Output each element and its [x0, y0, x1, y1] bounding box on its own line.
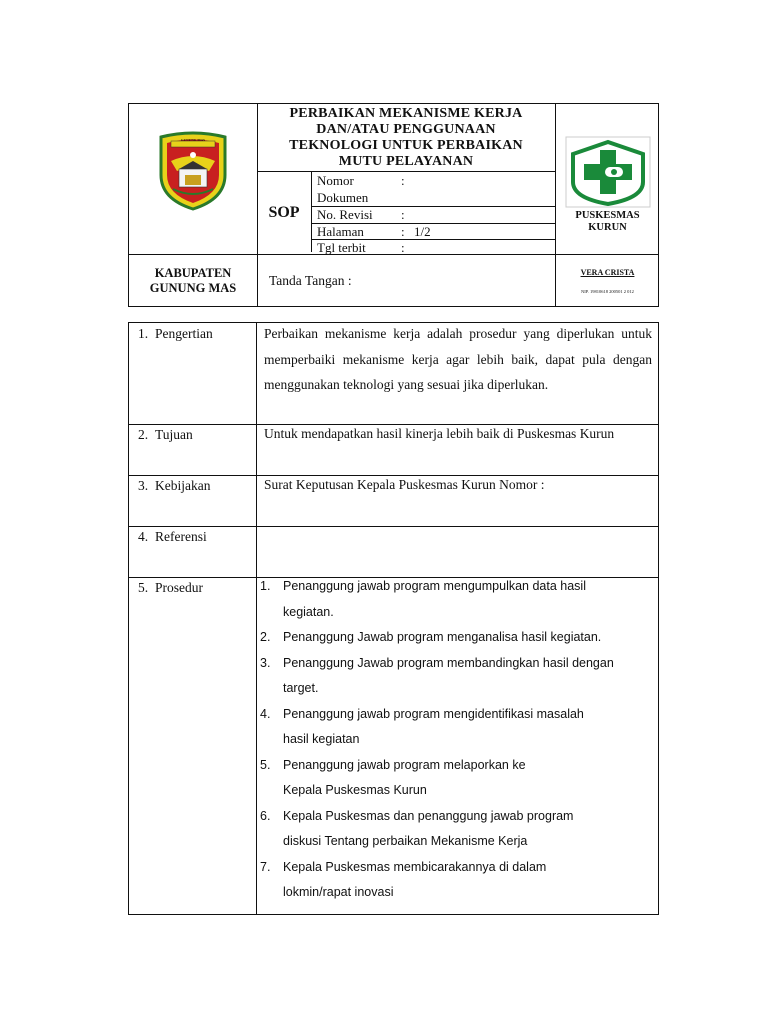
- kabupaten-name: [129, 254, 257, 308]
- section-title: Prosedur: [155, 580, 203, 595]
- procedure-step: [260, 804, 652, 855]
- title-line: DAN/ATAU PENGGUNAAN: [316, 122, 496, 137]
- meta-colon: :: [401, 240, 405, 255]
- meta-label: Halaman: [317, 224, 364, 239]
- puskesmas-cross-icon: [565, 136, 651, 208]
- step-line: Penanggung Jawab program menganalisa hasil kegiatan.: [283, 630, 602, 644]
- signature-label: Tanda Tangan :: [269, 273, 352, 288]
- divider: [256, 322, 262, 329]
- meta-colon: :: [401, 173, 405, 188]
- step-number: 6.: [260, 808, 271, 823]
- kabupaten-gunung-mas-logo: [157, 131, 229, 216]
- procedure-step: [260, 702, 652, 753]
- logo-left-caption: GUNUNG MAS: [180, 138, 206, 142]
- sop-content-table: [128, 322, 659, 915]
- step-line: target.: [283, 681, 319, 695]
- step-line: Penanggung jawab program mengidentifikasi masalah: [283, 706, 584, 721]
- procedure-step: [260, 625, 652, 651]
- section-label-tujuan: [138, 426, 193, 444]
- section-number: 3.: [138, 478, 149, 493]
- meta-label: No. Revisi: [317, 207, 373, 222]
- procedure-step: [260, 855, 652, 906]
- step-line: diskusi Tentang perbaikan Mekanisme Kerja: [283, 834, 528, 848]
- procedure-list: [260, 574, 652, 906]
- procedure-step: [260, 574, 652, 625]
- title-line: MUTU PELAYANAN: [338, 154, 474, 169]
- step-number: 2.: [260, 630, 271, 644]
- section-label-kebijakan: [138, 477, 210, 495]
- step-line: Kepala Puskesmas dan penanggung jawab program: [283, 808, 574, 823]
- signatory-name: VERA CRISTA: [580, 268, 635, 277]
- section-number: 2.: [138, 427, 149, 442]
- step-line: Penanggung jawab program melaporkan ke: [283, 757, 526, 772]
- meta-label: Tgl terbit: [317, 240, 366, 255]
- section-number: 1.: [138, 326, 149, 341]
- meta-halaman: [317, 224, 553, 240]
- puskesmas-block: [555, 104, 660, 254]
- org-line: KABUPATEN: [154, 266, 232, 280]
- org-line: PUSKESMAS: [575, 210, 640, 221]
- step-line: Kepala Puskesmas Kurun: [283, 783, 427, 797]
- shield-emblem-icon: [157, 131, 229, 211]
- section-number: 4.: [138, 529, 149, 544]
- puskesmas-logo: [565, 136, 651, 213]
- procedure-step: [260, 651, 652, 702]
- step-number: 4.: [260, 706, 271, 721]
- step-number: 5.: [260, 757, 271, 772]
- meta-nomor-dokumen: [317, 173, 553, 207]
- meta-value: 1/2: [414, 224, 431, 239]
- meta-colon: :: [401, 207, 405, 222]
- sop-header-table: [128, 103, 659, 307]
- step-number: 7.: [260, 859, 271, 874]
- document-title: [257, 104, 555, 172]
- divider: [129, 526, 658, 527]
- meta-no-revisi: [317, 207, 553, 223]
- puskesmas-name: [555, 210, 660, 234]
- meta-label: Nomor: [317, 173, 354, 188]
- step-line: kegiatan.: [283, 604, 334, 619]
- step-line: Kepala Puskesmas membicarakannya di dalam: [283, 859, 547, 874]
- section-title: Tujuan: [155, 427, 193, 442]
- divider: [256, 323, 257, 914]
- step-number: 3.: [260, 655, 271, 670]
- org-line: GUNUNG MAS: [149, 281, 237, 295]
- signatory-nip: NIP. 19810618 200501 2 012: [581, 289, 634, 294]
- procedure-step: [260, 753, 652, 804]
- meta-label: Dokumen: [317, 190, 369, 205]
- title-line: TEKNOLOGI UNTUK PERBAIKAN: [289, 138, 523, 153]
- meta-colon: :: [401, 224, 405, 239]
- section-title: Pengertian: [155, 326, 213, 341]
- section-text-tujuan: Untuk mendapatkan hasil kinerja lebih baik di Puskesmas Kurun: [264, 426, 615, 441]
- step-number: 1.: [260, 579, 271, 593]
- sop-label: SOP: [268, 204, 300, 221]
- section-number: 5.: [138, 580, 149, 595]
- title-line: PERBAIKAN MEKANISME KERJA: [289, 106, 523, 121]
- section-title: Referensi: [155, 529, 207, 544]
- section-label-pengertian: [138, 325, 213, 343]
- section-text-pengertian: Perbaikan mekanisme kerja adalah prosedur yang diperlukan untuk memperbaiki mekanisme kerja agar lebih baik, dapat pula dengan menggunakan teknologi yang sesuai jika diperlukan.: [264, 326, 652, 392]
- section-text-kebijakan: Surat Keputusan Kepala Puskesmas Kurun Nomor :: [264, 477, 545, 492]
- section-label-prosedur: [138, 579, 203, 597]
- step-line: lokmin/rapat inovasi: [283, 885, 394, 899]
- step-line: Penanggung Jawab program membandingkan hasil dengan: [283, 655, 614, 670]
- org-line: KURUN: [588, 222, 627, 233]
- section-label-referensi: [138, 528, 207, 546]
- step-line: hasil kegiatan: [283, 732, 360, 746]
- step-line: Penanggung jawab program mengumpulkan data hasil: [283, 579, 586, 593]
- section-title: Kebijakan: [155, 478, 211, 493]
